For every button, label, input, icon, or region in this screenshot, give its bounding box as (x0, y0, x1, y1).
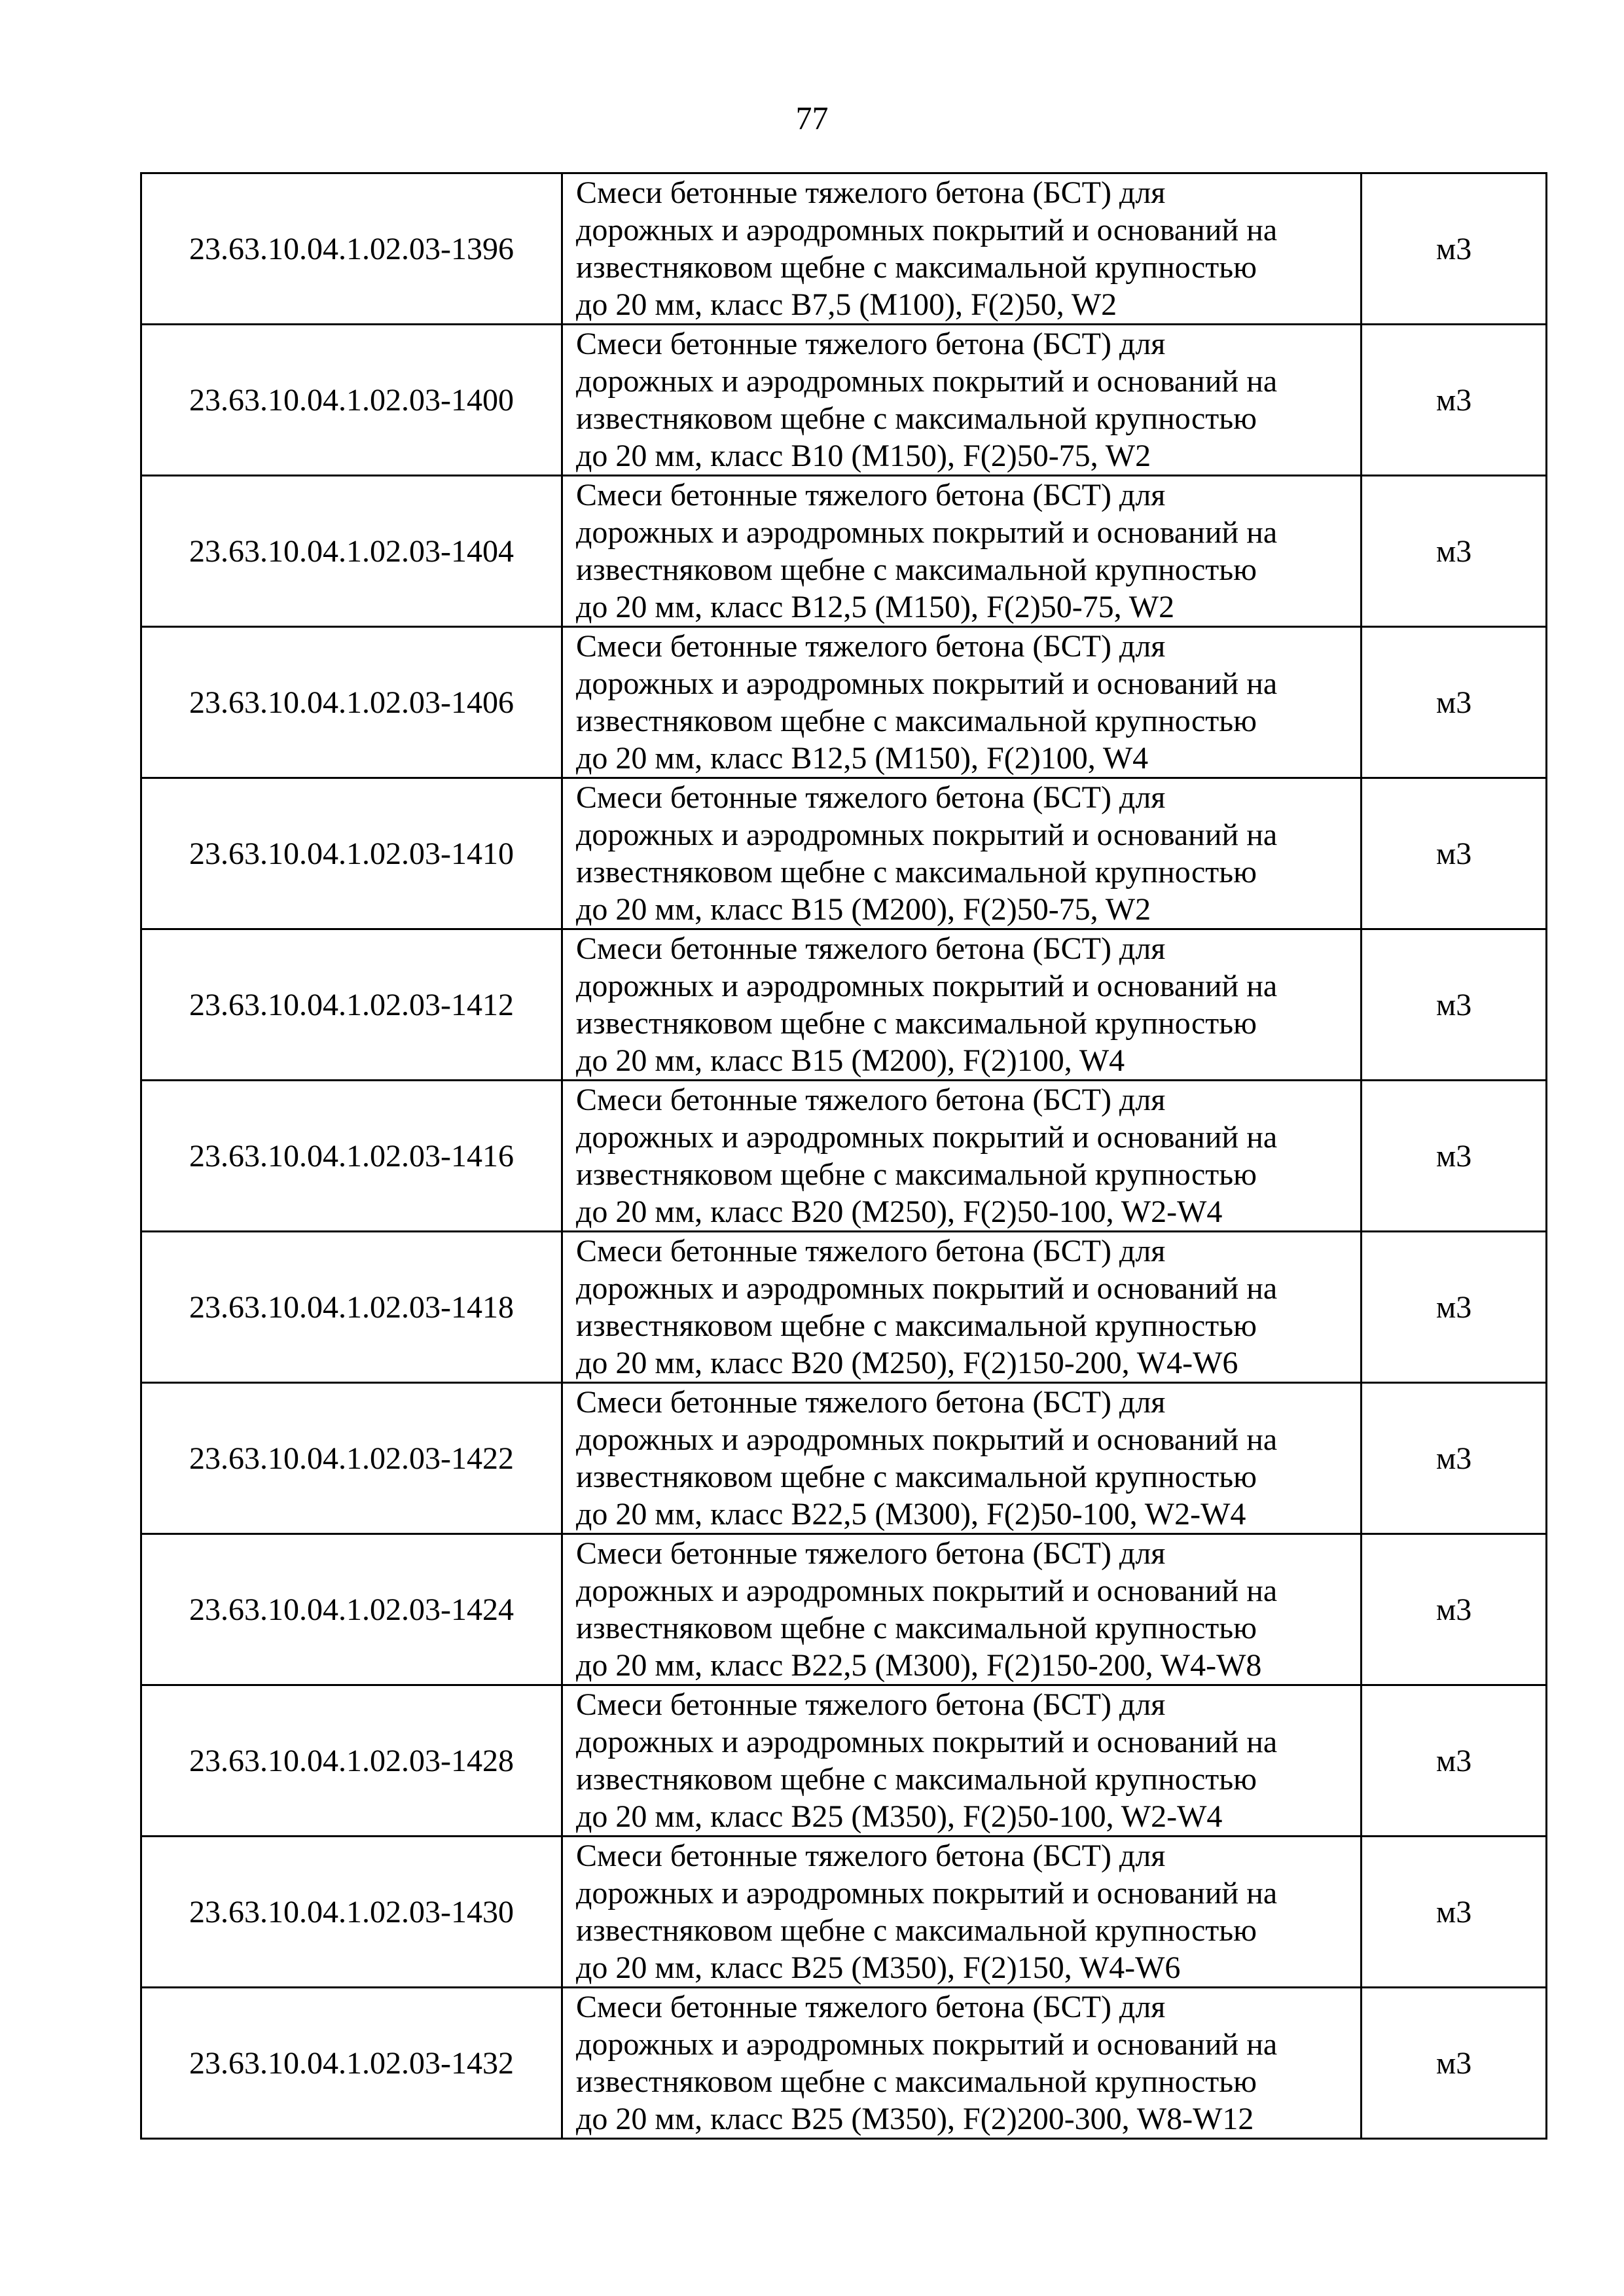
description-line: известняковом щебне с максимальной крупностью (576, 250, 1257, 285)
table-row (141, 1837, 1547, 1988)
unit-cell: м3 (1362, 1081, 1547, 1232)
unit-cell: м3 (1362, 778, 1547, 929)
unit-cell: м3 (1362, 1988, 1547, 2139)
description-line: до 20 мм, класс В10 (М150), F(2)50-75, W2 (576, 439, 1151, 473)
description-line: Смеси бетонные тяжелого бетона (БСТ) для (576, 931, 1166, 966)
description-line: Смеси бетонные тяжелого бетона (БСТ) для (576, 1385, 1166, 1420)
material-description-cell (562, 1232, 1362, 1383)
material-code-cell: 23.63.10.04.1.02.03-1396 (141, 173, 562, 325)
table-row (141, 929, 1547, 1081)
material-description-cell (562, 929, 1362, 1081)
material-code-cell: 23.63.10.04.1.02.03-1424 (141, 1534, 562, 1685)
description-line: известняковом щебне с максимальной крупностью (576, 855, 1257, 889)
description-line: дорожных и аэродромных покрытий и оснований на (576, 2027, 1278, 2062)
unit-cell: м3 (1362, 1685, 1547, 1837)
description-line: Смеси бетонные тяжелого бетона (БСТ) для (576, 1083, 1166, 1117)
material-code-cell: 23.63.10.04.1.02.03-1404 (141, 476, 562, 627)
description-line: дорожных и аэродромных покрытий и оснований на (576, 1573, 1278, 1608)
description-line: до 20 мм, класс В15 (М200), F(2)100, W4 (576, 1043, 1125, 1078)
description-line: дорожных и аэродромных покрытий и оснований на (576, 1120, 1278, 1155)
description-line: дорожных и аэродромных покрытий и оснований на (576, 817, 1278, 852)
material-description-cell (562, 1534, 1362, 1685)
description-line: до 20 мм, класс В12,5 (М150), F(2)100, W4 (576, 741, 1149, 776)
material-code-cell: 23.63.10.04.1.02.03-1410 (141, 778, 562, 929)
table-row (141, 476, 1547, 627)
description-line: Смеси бетонные тяжелого бетона (БСТ) для (576, 1234, 1166, 1268)
table-row (141, 1081, 1547, 1232)
unit-cell: м3 (1362, 1534, 1547, 1685)
description-line: до 20 мм, класс В20 (М250), F(2)50-100, W2-W4 (576, 1194, 1223, 1229)
description-line: Смеси бетонные тяжелого бетона (БСТ) для (576, 1990, 1166, 2024)
material-code-cell: 23.63.10.04.1.02.03-1416 (141, 1081, 562, 1232)
unit-cell: м3 (1362, 173, 1547, 325)
table-row (141, 1232, 1547, 1383)
material-code-cell: 23.63.10.04.1.02.03-1430 (141, 1837, 562, 1988)
description-line: до 20 мм, класс В22,5 (М300), F(2)50-100, W2-W4 (576, 1497, 1246, 1532)
description-line: до 20 мм, класс В12,5 (М150), F(2)50-75, W2 (576, 590, 1175, 624)
description-line: дорожных и аэродромных покрытий и оснований на (576, 1725, 1278, 1759)
description-line: известняковом щебне с максимальной крупностью (576, 704, 1257, 738)
description-line: Смеси бетонные тяжелого бетона (БСТ) для (576, 629, 1166, 664)
description-line: дорожных и аэродромных покрытий и оснований на (576, 666, 1278, 701)
table-row (141, 325, 1547, 476)
description-line: известняковом щебне с максимальной крупностью (576, 552, 1257, 587)
unit-cell: м3 (1362, 1383, 1547, 1534)
materials-table (140, 172, 1547, 2140)
description-line: Смеси бетонные тяжелого бетона (БСТ) для (576, 1839, 1166, 1873)
description-line: Смеси бетонные тяжелого бетона (БСТ) для (576, 327, 1166, 361)
description-line: Смеси бетонные тяжелого бетона (БСТ) для (576, 175, 1166, 210)
description-line: Смеси бетонные тяжелого бетона (БСТ) для (576, 1687, 1166, 1722)
unit-cell: м3 (1362, 325, 1547, 476)
description-line: Смеси бетонные тяжелого бетона (БСТ) для (576, 780, 1166, 815)
material-description-cell (562, 1988, 1362, 2139)
material-code-cell: 23.63.10.04.1.02.03-1432 (141, 1988, 562, 2139)
description-line: дорожных и аэродромных покрытий и оснований на (576, 1271, 1278, 1306)
material-code-cell: 23.63.10.04.1.02.03-1418 (141, 1232, 562, 1383)
description-line: известняковом щебне с максимальной крупностью (576, 2064, 1257, 2099)
description-line: до 20 мм, класс В20 (М250), F(2)150-200, W4-W6 (576, 1346, 1238, 1380)
material-description-cell (562, 1383, 1362, 1534)
description-line: известняковом щебне с максимальной крупностью (576, 1157, 1257, 1192)
description-line: известняковом щебне с максимальной крупностью (576, 1460, 1257, 1494)
table-row (141, 1383, 1547, 1534)
unit-cell: м3 (1362, 476, 1547, 627)
description-line: дорожных и аэродромных покрытий и оснований на (576, 364, 1278, 399)
material-code-cell: 23.63.10.04.1.02.03-1406 (141, 627, 562, 778)
material-description-cell (562, 325, 1362, 476)
description-line: Смеси бетонные тяжелого бетона (БСТ) для (576, 478, 1166, 512)
material-description-cell (562, 778, 1362, 929)
material-description-cell (562, 1081, 1362, 1232)
description-line: известняковом щебне с максимальной крупностью (576, 1762, 1257, 1797)
description-line: до 20 мм, класс В15 (М200), F(2)50-75, W2 (576, 892, 1151, 927)
description-line: до 20 мм, класс В25 (М350), F(2)150, W4-W6 (576, 1950, 1181, 1985)
unit-cell: м3 (1362, 1232, 1547, 1383)
material-description-cell (562, 1685, 1362, 1837)
description-line: известняковом щебне с максимальной крупностью (576, 1611, 1257, 1645)
table-row (141, 1685, 1547, 1837)
description-line: дорожных и аэродромных покрытий и оснований на (576, 515, 1278, 550)
material-description-cell (562, 476, 1362, 627)
materials-table-body (141, 173, 1547, 2139)
description-line: дорожных и аэродромных покрытий и оснований на (576, 1422, 1278, 1457)
material-code-cell: 23.63.10.04.1.02.03-1412 (141, 929, 562, 1081)
description-line: Смеси бетонные тяжелого бетона (БСТ) для (576, 1536, 1166, 1571)
table-row (141, 1988, 1547, 2139)
description-line: до 20 мм, класс В22,5 (М300), F(2)150-200, W4-W8 (576, 1648, 1262, 1683)
unit-cell: м3 (1362, 1837, 1547, 1988)
description-line: известняковом щебне с максимальной крупностью (576, 401, 1257, 436)
description-line: известняковом щебне с максимальной крупностью (576, 1913, 1257, 1948)
material-code-cell: 23.63.10.04.1.02.03-1400 (141, 325, 562, 476)
material-code-cell: 23.63.10.04.1.02.03-1428 (141, 1685, 562, 1837)
description-line: дорожных и аэродромных покрытий и оснований на (576, 213, 1278, 247)
table-row (141, 173, 1547, 325)
description-line: до 20 мм, класс В25 (М350), F(2)200-300, W8-W12 (576, 2102, 1254, 2136)
description-line: известняковом щебне с максимальной крупностью (576, 1006, 1257, 1041)
description-line: до 20 мм, класс В25 (М350), F(2)50-100, W2-W4 (576, 1799, 1223, 1834)
table-row (141, 627, 1547, 778)
unit-cell: м3 (1362, 627, 1547, 778)
description-line: известняковом щебне с максимальной крупностью (576, 1308, 1257, 1343)
material-description-cell (562, 1837, 1362, 1988)
description-line: до 20 мм, класс В7,5 (М100), F(2)50, W2 (576, 287, 1117, 322)
table-row (141, 1534, 1547, 1685)
description-line: дорожных и аэродромных покрытий и оснований на (576, 1876, 1278, 1910)
description-line: дорожных и аэродромных покрытий и оснований на (576, 969, 1278, 1003)
unit-cell: м3 (1362, 929, 1547, 1081)
table-row (141, 778, 1547, 929)
material-code-cell: 23.63.10.04.1.02.03-1422 (141, 1383, 562, 1534)
material-description-cell (562, 173, 1362, 325)
page-number: 77 (795, 99, 829, 136)
material-description-cell (562, 627, 1362, 778)
